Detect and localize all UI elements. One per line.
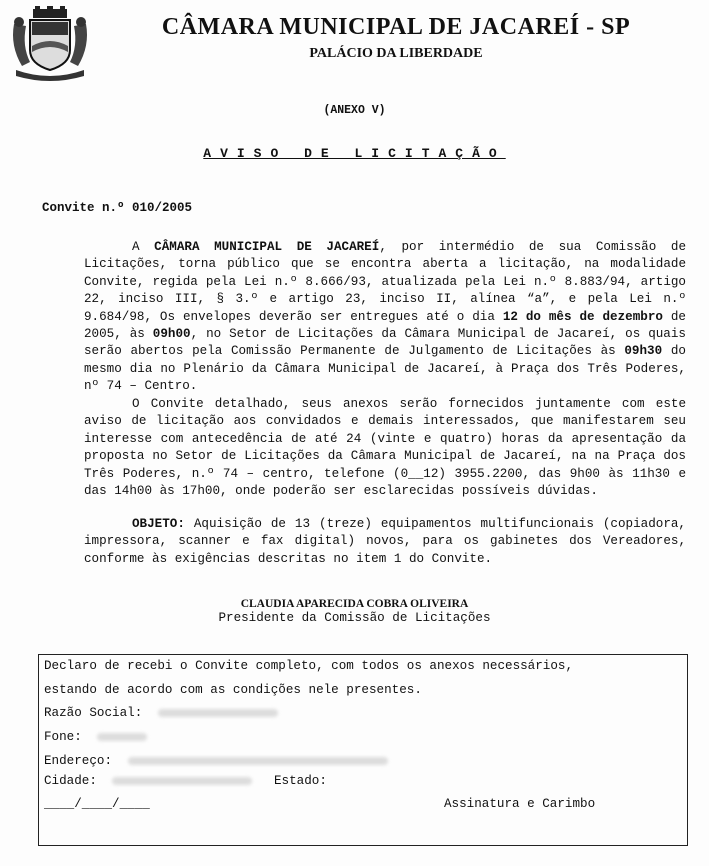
para1-text-b: de 2005, às	[84, 309, 686, 342]
object-label: OBJETO:	[132, 517, 185, 531]
date-blank: ____/____/____	[44, 797, 150, 811]
city-field	[44, 774, 252, 788]
state-label: Estado:	[274, 774, 327, 788]
para1-time-delivery: 09h00	[152, 327, 191, 342]
para1-lead: A	[132, 240, 155, 254]
notice-title: AVISO DE LICITAÇÃO	[203, 146, 506, 161]
address-field	[44, 754, 388, 768]
para1-text-c: , no Setor de Licitações da Câmara Municipal de Jacareí, os quais serão abertos pela Comissão Permanente de Julgamento de Licitações às	[84, 327, 686, 359]
signatory-role: Presidente da Comissão de Licitações	[218, 611, 491, 625]
notice-paragraph-2: O Convite detalhado, seus anexos serão fornecidos juntamente com este aviso de licitação aos convidados e demais interessados, que manifestarem seu interesse com antecedência de até 24 (vinte e quatro) horas da apresentação da proposta no Setor de Licitações da Câmara Municipal de Jacareí, na na Praça dos Três Poderes, n.º 74 – centro, telefone (0__12) 3955.2200, das 9h00 às 11h30 e das 14h00 às 17h00, onde poderão ser esclarecidas possíveis dúvidas.	[84, 397, 686, 499]
address-label: Endereço:	[44, 754, 113, 768]
notice-paragraph-1	[84, 239, 686, 396]
city-label: Cidade:	[44, 774, 97, 788]
phone-field	[44, 730, 147, 744]
signature-stamp-label: Assinatura e Carimbo	[444, 797, 596, 811]
receipt-declaration-line-1: Declaro de recebi o Convite completo, com todos os anexos necessários,	[44, 659, 574, 673]
redacted-value	[112, 777, 252, 785]
para1-time-opening: 09h30	[624, 344, 663, 359]
palace-name: PALÁCIO DA LIBERDADE	[309, 46, 483, 61]
para1-text-d: do mesmo dia no Plenário da Câmara Municipal de Jacareí, à Praça dos Três Poderes, nº 74 – Centro.	[84, 344, 686, 394]
signatory-name: CLAUDIA APARECIDA COBRA OLIVEIRA	[240, 598, 469, 610]
para1-text-a: , por intermédio de sua Comissão de Licitações, torna público que se encontra aberta a licitação, na modalidade Convite, regida pela Lei n.º 8.666/93, atualizada pela Lei n.º 8.883/94, artigo 22, inciso III, § 3.º e artigo 23, inciso II, alínea “a”, e pela Lei n.º 9.684/98, Os envelopes deverão ser entregues até o dia	[84, 240, 687, 324]
para1-org-name: CÂMARA MUNICIPAL DE JACAREÍ	[154, 240, 380, 254]
receipt-declaration-line-2: estando de acordo com as condições nele presentes.	[44, 683, 422, 697]
company-name-field	[44, 706, 278, 720]
redacted-value	[128, 757, 388, 765]
invite-number: Convite n.º 010/2005	[42, 201, 193, 215]
annex-label: (ANEXO V)	[323, 104, 386, 117]
organization-name: CÂMARA MUNICIPAL DE JACAREÍ - SP	[161, 14, 631, 40]
redacted-value	[158, 709, 278, 717]
para1-date: 12 do mês de dezembro	[502, 309, 663, 324]
municipal-coat-of-arms-icon	[8, 6, 92, 82]
object-text: Aquisição de 13 (treze) equipamentos multifuncionais (copiadora, impressora, scanner e fax digital) novos, para os gabinetes dos Vereadores, conforme às exigências descritas no item 1 do Convite.	[84, 517, 686, 566]
notice-paragraph-object	[84, 516, 686, 568]
company-name-label: Razão Social:	[44, 706, 143, 720]
phone-label: Fone:	[44, 730, 82, 744]
redacted-value	[97, 733, 147, 741]
